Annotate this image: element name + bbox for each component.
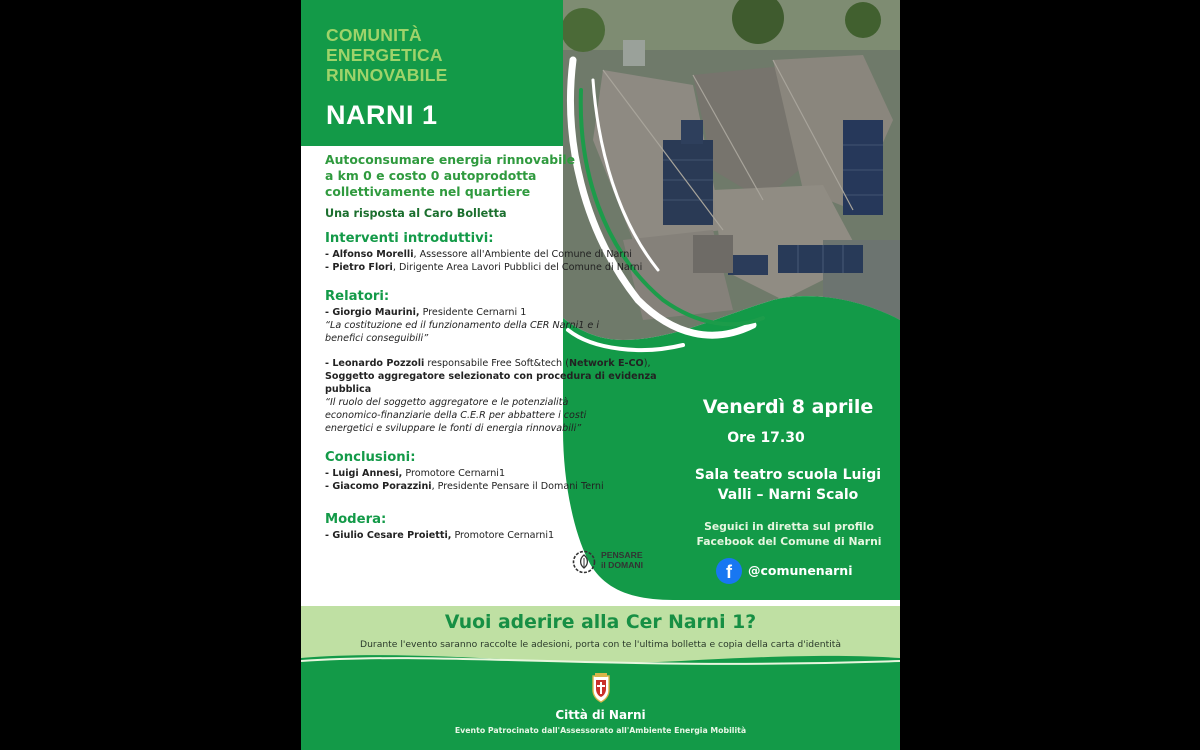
pensare-il-domani-logo-icon: [572, 550, 596, 574]
header-subtitle: COMUNITÀ ENERGETICA RINNOVABILE: [326, 25, 448, 85]
conclusioni-heading: Conclusioni:: [325, 450, 416, 465]
speaker-line: - Giorgio Maurini, Presidente Cernarni 1: [325, 307, 527, 318]
city-name: Città di Narni: [555, 708, 646, 722]
speaker-line: - Giulio Cesare Proietti, Promotore Cernarni1: [325, 530, 555, 541]
facebook-icon: f: [716, 558, 742, 584]
join-instructions: Durante l'evento saranno raccolte le adesioni, porta con te l'ultima bolletta e copia della carta d'identità: [360, 639, 841, 650]
lead-text: Autoconsumare energia rinnovabile a km 0 e costo 0 autoprodotta collettivamente nel quartiere: [325, 152, 576, 199]
program-column: [325, 152, 670, 542]
pensare-il-domani-logo-text: PENSARE il DOMANI: [601, 550, 644, 570]
interventi-heading: Interventi introduttivi:: [325, 231, 494, 246]
poster-title: NARNI 1: [326, 100, 438, 130]
speaker-line: - Leonardo Pozzoli responsabile Free Soft&tech (Network E-CO),: [325, 358, 651, 369]
live-stream-note: Seguici in diretta sul profilo Facebook del Comune di Narni: [696, 520, 882, 548]
modera-heading: Modera:: [325, 512, 387, 527]
city-crest-icon: [589, 672, 613, 704]
patronage-note: Evento Patrocinato dall'Assessorato all'Ambiente Energia Mobilità: [454, 726, 747, 735]
speaker-line: - Alfonso Morelli, Assessore all'Ambiente del Comune di Narni: [325, 249, 632, 260]
event-time: Ore 17.30: [727, 430, 805, 446]
talk-title: “Il ruolo del soggetto aggregatore e le potenzialità economico-finanziarie della C.E.R per abbattere i costi energetici e sviluppare le fonti di energia rinnovabili”: [325, 397, 587, 434]
event-poster: [301, 0, 900, 750]
event-venue: Sala teatro scuola Luigi Valli – Narni Scalo: [694, 467, 882, 503]
talk-title: “La costituzione ed il funzionamento della CER Narni1 e i benefici conseguibili”: [325, 320, 600, 344]
aggregator-note: Soggetto aggregatore selezionato con procedura di evidenza pubblica: [325, 371, 657, 395]
speaker-line: - Luigi Annesi, Promotore Cernarni1: [325, 468, 506, 479]
speaker-line: - Pietro Flori, Dirigente Area Lavori Pubblici del Comune di Narni: [325, 262, 643, 273]
tagline: Una risposta al Caro Bolletta: [325, 207, 507, 220]
relatori-heading: Relatori:: [325, 289, 390, 304]
join-question: Vuoi aderire alla Cer Narni 1?: [444, 612, 757, 633]
header-panel: [301, 0, 584, 146]
facebook-handle: @comunenarni: [748, 563, 853, 578]
speaker-line: - Giacomo Porazzini, Presidente Pensare il Domani Terni: [325, 481, 604, 492]
event-date: Venerdì 8 aprile: [702, 396, 874, 418]
